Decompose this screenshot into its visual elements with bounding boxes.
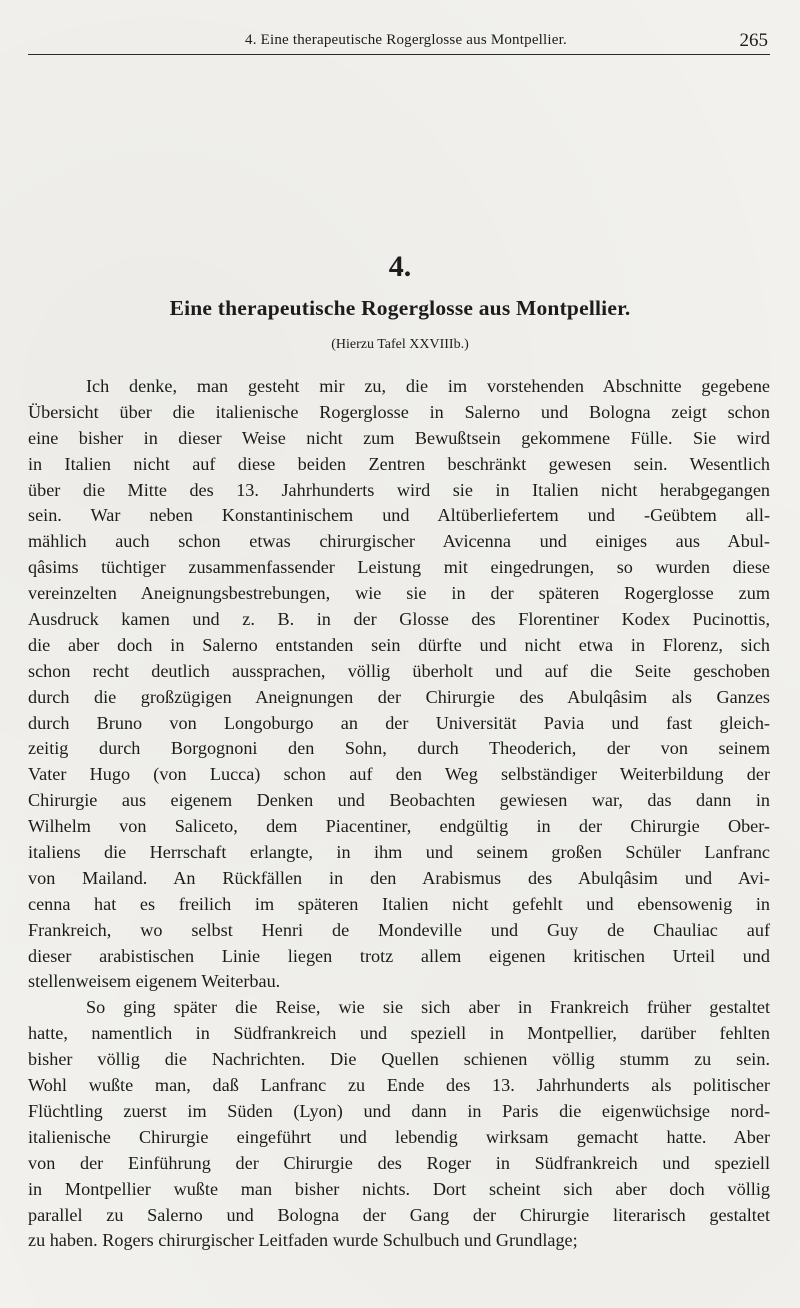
text-line: von Mailand. An Rückfällen in den Arabismus des Abulqâsim und Avi- bbox=[28, 867, 770, 888]
text-line: vereinzelten Aneignungsbestrebungen, wie sie in der späteren Rogerglosse zum bbox=[28, 583, 770, 604]
text-line: zeitig durch Borgognoni den Sohn, durch Theoderich, der von seinem bbox=[28, 738, 770, 759]
paragraph bbox=[28, 995, 770, 1254]
running-head bbox=[28, 30, 770, 55]
body-text bbox=[28, 374, 770, 1254]
text-line: über die Mitte des 13. Jahrhunderts wird sie in Italien nicht herabgegangen bbox=[28, 479, 770, 500]
text-line: Wilhelm von Saliceto, dem Piacentiner, endgültig in der Chirurgie Ober- bbox=[28, 816, 770, 837]
text-line: durch die großzügigen Aneignungen der Chirurgie des Abulqâsim als Ganzes bbox=[28, 686, 770, 707]
text-line: Flüchtling zuerst im Süden (Lyon) und dann in Paris die eigenwüchsige nord- bbox=[28, 1100, 770, 1121]
text-line: qâsims tüchtiger zusammenfassender Leistung mit eingedrungen, so wurden diese bbox=[28, 557, 770, 578]
text-line: sein. War neben Konstantinischem und Altüberliefertem und -Geübtem all- bbox=[28, 505, 770, 526]
text-line: mählich auch schon etwas chirurgischer Avicenna und einiges aus Abul- bbox=[28, 531, 770, 552]
text-line: von der Einführung der Chirurgie des Roger in Südfrankreich und speziell bbox=[28, 1152, 770, 1173]
text-line: zu haben. Rogers chirurgischer Leitfaden wurde Schulbuch und Grundlage; bbox=[28, 1230, 578, 1251]
text-line: Chirurgie aus eigenem Denken und Beobachten gewiesen war, das dann in bbox=[28, 790, 770, 811]
text-line: Ausdruck kamen und z. B. in der Glosse des Florentiner Kodex Pucinottis, bbox=[28, 609, 770, 630]
paragraph bbox=[28, 374, 770, 995]
text-line: parallel zu Salerno und Bologna der Gang der Chirurgie literarisch gestaltet bbox=[28, 1204, 770, 1225]
text-line: bisher völlig die Nachrichten. Die Quellen schienen völlig stumm zu sein. bbox=[28, 1049, 770, 1070]
text-line: cenna hat es freilich im späteren Italien nicht gefehlt und ebensowenig in bbox=[28, 893, 770, 914]
page-number: 265 bbox=[739, 30, 768, 51]
text-line: hatte, namentlich in Südfrankreich und speziell in Montpellier, darüber fehlten bbox=[28, 1023, 770, 1044]
text-line: Ich denke, man gesteht mir zu, die im vorstehenden Abschnitte gegebene bbox=[86, 376, 770, 396]
text-line: schon recht deutlich aussprachen, völlig überholt und auf die Seite geschoben bbox=[28, 660, 770, 681]
running-head-title: 4. Eine therapeutische Rogerglosse aus Montpellier. bbox=[245, 32, 567, 48]
text-line: dieser arabistischen Linie liegen trotz allem eigenen kritischen Urteil und bbox=[28, 945, 770, 966]
text-line: eine bisher in dieser Weise nicht zum Bewußtsein gekommene Fülle. Sie wird bbox=[28, 427, 770, 448]
section-number: 4. bbox=[388, 250, 412, 283]
text-line: italienische Chirurgie eingeführt und lebendig wirksam gemacht hatte. Aber bbox=[28, 1126, 770, 1147]
text-line: italiens die Herrschaft erlangte, in ihm und seinem großen Schüler Lanfranc bbox=[28, 842, 770, 863]
text-line: in Montpellier wußte man bisher nichts. Dort scheint sich aber doch völlig bbox=[28, 1178, 770, 1199]
text-line: So ging später die Reise, wie sie sich aber in Frankreich früher gestaltet bbox=[86, 997, 770, 1018]
text-line: Frankreich, wo selbst Henri de Mondeville und Guy de Chauliac auf bbox=[28, 919, 770, 940]
text-line: die aber doch in Salerno entstanden sein dürfte und nicht etwa in Florenz, sich bbox=[28, 634, 770, 655]
plate-reference-note: (Hierzu Tafel XXVIIIb.) bbox=[331, 337, 469, 352]
text-line: in Italien nicht auf diese beiden Zentren beschränkt gewesen sein. Wesentlich bbox=[28, 453, 770, 474]
text-line: Übersicht über die italienische Rogerglosse in Salerno und Bologna zeigt schon bbox=[28, 401, 770, 422]
text-line: durch Bruno von Longoburgo an der Universität Pavia und fast gleich- bbox=[28, 712, 770, 733]
text-line: Wohl wußte man, daß Lanfranc zu Ende des 13. Jahrhunderts als politischer bbox=[28, 1075, 770, 1096]
text-line: Vater Hugo (von Lucca) schon auf den Weg selbständiger Weiterbildung der bbox=[28, 764, 770, 785]
text-line: stellenweisem eigenem Weiterbau. bbox=[28, 971, 281, 992]
section-title: Eine therapeutische Rogerglosse aus Montpellier. bbox=[169, 296, 631, 320]
